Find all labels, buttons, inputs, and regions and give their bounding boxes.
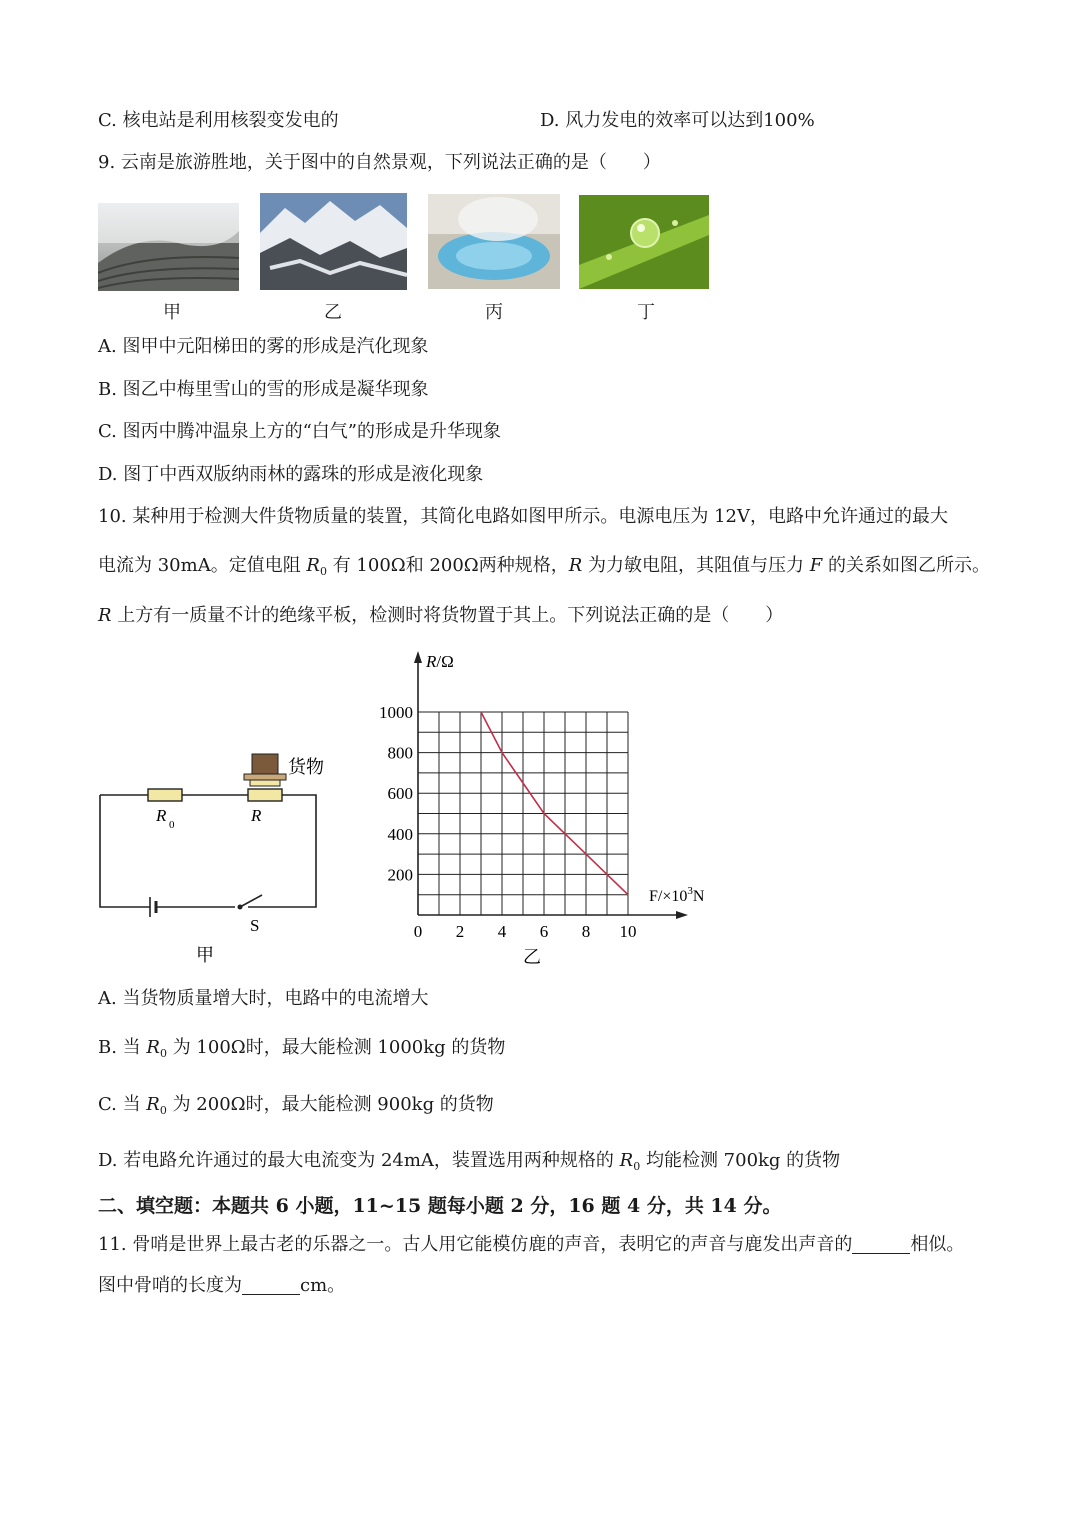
force-sensitive-resistor xyxy=(248,789,282,801)
x-tick-label: 8 xyxy=(581,922,591,941)
y-axis-label: R/Ω xyxy=(426,652,454,671)
switch-lever xyxy=(240,895,262,907)
q11-line2: 图中骨哨的长度为 cm。 xyxy=(98,1275,346,1296)
y-tick-label: 600 xyxy=(387,784,413,804)
q9-option-b: B. 图乙中梅里雪山的雪的形成是凝华现象 xyxy=(98,379,429,400)
answer-blank-1[interactable] xyxy=(852,1235,910,1254)
q10-stem-line2: 电流为 30mA。定值电阻 $R_0$ 有 100Ω和 200Ω两种规格，R 为力敏电阻，其阻值与压力 F 的关系如图乙所示。 xyxy=(98,555,990,578)
q10-option-d: D. 若电路允许通过的最大电流变为 24mA，装置选用两种规格的 $R_0$ 均能检测 700kg 的货物 xyxy=(98,1150,841,1173)
r0-subscript: 0 xyxy=(169,819,175,831)
x-tick-label: 10 xyxy=(619,922,637,941)
r0-label: R xyxy=(156,806,167,825)
r-label: R xyxy=(251,806,262,825)
dewdrop-photo xyxy=(579,195,709,289)
q10-option-a: A. 当货物质量增大时，电路中的电流增大 xyxy=(98,988,429,1009)
q10-option-c: C. 当 $R_0$ 为 200Ω时，最大能检测 900kg 的货物 xyxy=(98,1094,494,1117)
section-heading: 二、填空题：本题共 6 小题，11~15 题每小题 2 分，16 题 4 分，共 14 分。 xyxy=(98,1195,782,1217)
y-tick-label: 200 xyxy=(387,865,413,885)
q9-stem: 9. 云南是旅游胜地，关于图中的自然景观，下列说法正确的是（ ） xyxy=(98,152,661,173)
q10-option-b: B. 当 $R_0$ 为 100Ω时，最大能检测 1000kg 的货物 xyxy=(98,1037,506,1060)
y-tick-label: 1000 xyxy=(379,703,413,722)
hot-spring-photo xyxy=(428,194,560,289)
x-tick-label: 2 xyxy=(455,922,465,941)
y-tick-label: 400 xyxy=(387,824,413,844)
q9-option-c: C. 图丙中腾冲温泉上方的“白气”的形成是升华现象 xyxy=(98,421,501,442)
cargo-label: 货物 xyxy=(288,757,324,777)
y-tick-label: 800 xyxy=(387,743,413,763)
terraced-fields-photo xyxy=(98,203,239,291)
graph-caption: 乙 xyxy=(523,947,541,967)
photo-caption-ding: 丁 xyxy=(637,302,655,323)
q8-option-d: D. 风力发电的效率可以达到100% xyxy=(540,110,815,131)
q11-line1: 11. 骨哨是世界上最古老的乐器之一。古人用它能模仿鹿的声音，表明它的声音与鹿发出声音的 相似。 xyxy=(98,1234,965,1255)
cargo-box xyxy=(252,754,278,774)
q10-stem-line3: R 上方有一质量不计的绝缘平板，检测时将货物置于其上。下列说法正确的是（ ） xyxy=(98,605,784,626)
insulating-plate xyxy=(250,780,280,786)
photo-caption-bing: 丙 xyxy=(485,302,503,323)
circuit-caption: 甲 xyxy=(196,945,214,965)
photo-caption-yi: 乙 xyxy=(324,302,342,323)
rf-graph xyxy=(360,645,730,970)
q9-option-d: D. 图丁中西双版纳雨林的露珠的形成是液化现象 xyxy=(98,464,484,485)
x-tick-label: 6 xyxy=(539,922,549,941)
x-axis-label: $F/\times 10^3N$ xyxy=(649,885,705,905)
resistor-r0 xyxy=(148,789,182,801)
q8-option-c: C. 核电站是利用核裂变发电的 xyxy=(98,110,339,131)
q10-stem-line1: 10. 某种用于检测大件货物质量的装置，其简化电路如图甲所示。电源电压为 12V，电路中允许通过的最大 xyxy=(98,506,948,527)
q9-option-a: A. 图甲中元阳梯田的雾的形成是汽化现象 xyxy=(98,336,429,357)
photo-caption-jia: 甲 xyxy=(163,302,181,323)
snow-mountain-photo xyxy=(260,193,407,290)
switch-label: S xyxy=(250,916,260,935)
answer-blank-2[interactable] xyxy=(242,1276,300,1295)
x-tick-label: 4 xyxy=(497,922,507,941)
x-tick-label: 0 xyxy=(413,922,423,941)
rf-series-line xyxy=(481,712,628,895)
circuit-diagram xyxy=(90,745,350,970)
